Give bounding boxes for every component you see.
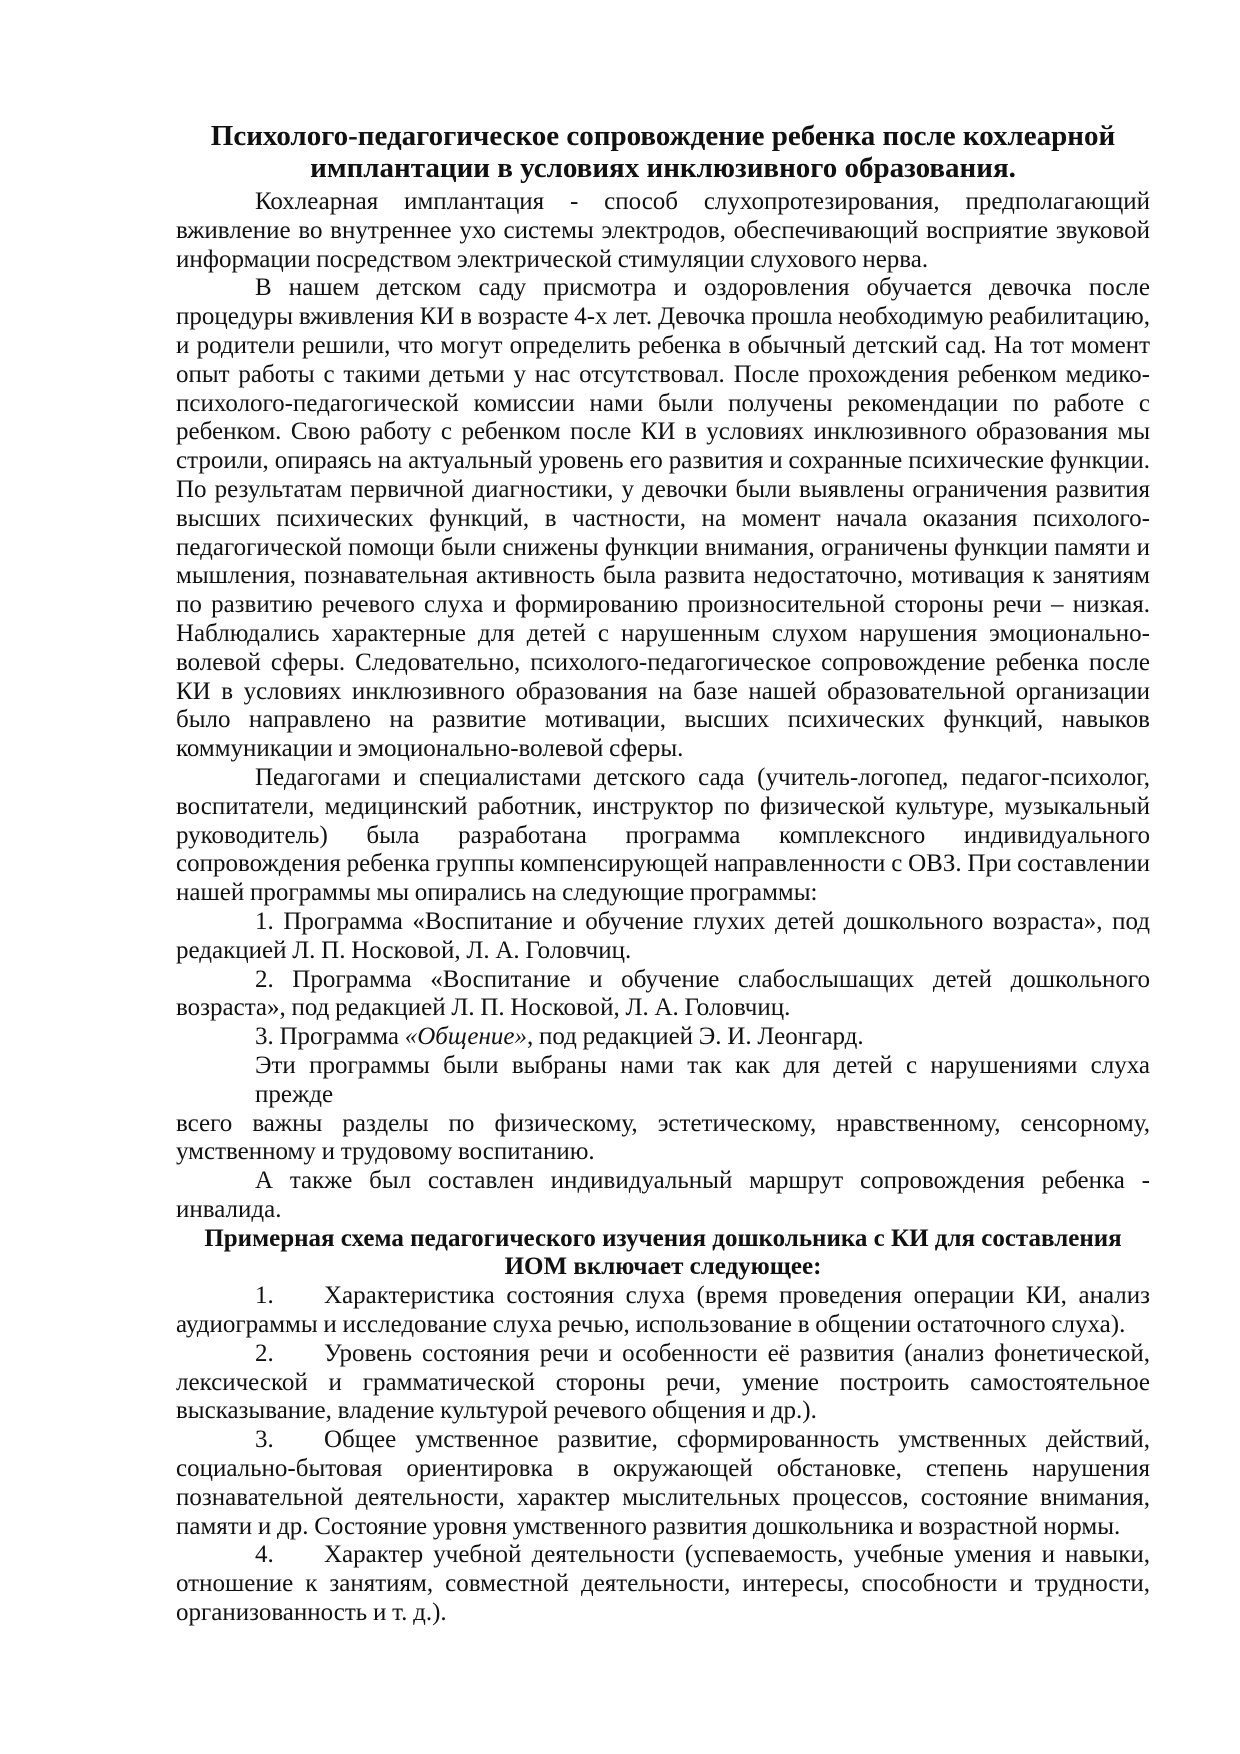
paragraph [176, 764, 1150, 908]
text-line: Кохлеарная имплантация - способ слухопротезирования, предполагающий [255, 188, 1150, 215]
text-line: всего важны разделы по физическому, эстетическому, нравственному, сенсорному, [176, 1109, 1150, 1137]
heading-line: ИОМ включает следующее: [504, 1253, 822, 1281]
item-text: Уровень состояния речи и особенности её развития (анализ фонетической, [324, 1339, 1150, 1367]
text-line: памяти и др. Состояние уровня умственного развития дошкольника и возрастной нормы. [176, 1512, 1121, 1540]
text-line: 1. Программа «Воспитание и обучение глухих детей дошкольного возраста», под [255, 907, 1150, 935]
text-line: воспитатели, медицинский работник, инструктор по физической культуре, музыкальный [176, 792, 1150, 820]
item-number: 3. [255, 1426, 274, 1454]
text-line: редакцией Л. П. Носковой, Л. А. Головчиц. [176, 936, 632, 964]
text-line: По результатам первичной диагностики, у девочки были выявлены ограничения развития [176, 475, 1150, 503]
document-body [176, 188, 1150, 1628]
text-segment: 3. Программа [255, 1023, 405, 1051]
text-line: аудиограммы и исследование слуха речью, использование в общении остаточного слуха). [176, 1311, 1126, 1339]
text-line: инвалида. [176, 1195, 282, 1223]
paragraph [176, 908, 1150, 966]
item-first-line [176, 1340, 1150, 1369]
text-line: ребенком. Свою работу с ребенком после КИ в условиях инклюзивного образования мы [176, 418, 1150, 446]
document-title [176, 121, 1150, 184]
text-line: процедуры вживления КИ в возрасте 4-х лет. Девочка прошла необходимую реабилитацию, [176, 303, 1150, 331]
paragraph [176, 274, 1150, 764]
title-line: Психолого-педагогическое сопровождение ребенка после кохлеарной [210, 120, 1116, 152]
text-line: руководитель) была разработана программа комплексного индивидуального [176, 821, 1150, 849]
paragraph [176, 1167, 1150, 1225]
text-line: возраста», под редакцией Л. П. Носковой, Л. А. Головчиц. [176, 994, 791, 1022]
text-line: В нашем детском саду присмотра и оздоровления обучается девочка после [255, 274, 1150, 302]
text-line: педагогической помощи были снижены функции внимания, ограничены функции памяти и [176, 533, 1150, 561]
item-number: 2. [255, 1339, 274, 1367]
text-line: КИ в условиях инклюзивного образования на базе нашей образовательной организации [176, 677, 1150, 705]
text-segment: , под редакцией Э. И. Леонгард. [526, 1023, 864, 1051]
numbered-item [176, 1340, 1150, 1426]
text-line: и родители решили, что могут определить ребенка в обычный детский сад. На тот момент [176, 331, 1150, 359]
italic-title: «Общение» [404, 1023, 527, 1051]
numbered-item [176, 1426, 1150, 1541]
text-line: мышления, познавательная активность была развита недостаточно, мотивация к занятиям [176, 562, 1150, 590]
text-line: нашей программы мы опирались на следующие программы: [176, 879, 818, 907]
item-first-line [176, 1541, 1150, 1570]
text-line: познавательной деятельности, характер мыслительных процессов, состояние внимания, [176, 1483, 1150, 1511]
text-line: было направлено на развитие мотивации, высших психических функций, навыков [176, 706, 1150, 734]
text-line: строили, опираясь на актуальный уровень его развития и сохранные психические функции. [176, 447, 1150, 475]
text-line: информации посредством электрической стимуляции слухового нерва. [176, 245, 929, 273]
item-text: Характер учебной деятельности (успеваемость, учебные умения и навыки, [324, 1541, 1150, 1569]
paragraph [176, 966, 1150, 1024]
text-line: Педагогами и специалистами детского сада (учитель-логопед, педагог-психолог, [255, 763, 1150, 791]
text-line: психолого-педагогической комиссии нами были получены рекомендации по работе с [176, 389, 1150, 417]
text-line: сопровождения ребенка группы компенсирующей направленности с ОВЗ. При составлении [176, 850, 1150, 878]
item-text: Характеристика состояния слуха (время проведения операции КИ, анализ [324, 1282, 1150, 1310]
text-line: лексической и грамматической стороны речи, умение построить самостоятельное [176, 1368, 1150, 1396]
item-text: Общее умственное развитие, сформированность умственных действий, [324, 1426, 1150, 1454]
text-line: коммуникации и эмоционально-волевой сферы. [176, 735, 684, 763]
text-line: волевой сферы. Следовательно, психолого-педагогическое сопровождение ребенка после [176, 648, 1150, 676]
text-line: высших психических функций, в частности, на момент начала оказания психолого- [176, 504, 1150, 532]
section-heading [176, 1225, 1150, 1283]
text-line: умственному и трудовому воспитанию. [176, 1138, 595, 1166]
heading-line: Примерная схема педагогического изучения дошкольника с КИ для составления [204, 1224, 1122, 1252]
paragraph [176, 188, 1150, 274]
item-number: 1. [255, 1282, 274, 1310]
text-line: Эти программы были выбраны нами так как для детей с нарушениями слуха прежде [255, 1051, 1150, 1108]
text-line: высказывание, владение культурой речевого общения и др.). [176, 1397, 817, 1425]
text-line: Наблюдались характерные для детей с нарушенным слухом нарушения эмоционально- [176, 619, 1150, 647]
item-number: 4. [255, 1541, 274, 1569]
paragraph [176, 1052, 1150, 1167]
text-line: отношение к занятиям, совместной деятельности, интересы, способности и трудности, [176, 1570, 1150, 1598]
text-line: А также был составлен индивидуальный маршрут сопровождения ребенка - [255, 1167, 1150, 1195]
text-line: 2. Программа «Воспитание и обучение слабослышащих детей дошкольного [255, 965, 1150, 993]
title-line: имплантации в условиях инклюзивного образования. [310, 151, 1016, 184]
text-line: организованность и т. д.). [176, 1599, 447, 1627]
text-line: социально-бытовая ориентировка в окружающей обстановке, степень нарушения [176, 1455, 1150, 1483]
text-line: по развитию речевого слуха и формированию произносительной стороны речи – низкая. [176, 591, 1150, 619]
numbered-item [176, 1282, 1150, 1340]
paragraph [176, 1023, 1150, 1052]
item-first-line [176, 1426, 1150, 1455]
numbered-item [176, 1541, 1150, 1627]
document-page [176, 121, 1150, 1628]
text-line [176, 1023, 1150, 1052]
text-line: опыт работы с такими детьми у нас отсутствовал. После прохождения ребенком медико- [176, 360, 1150, 388]
item-first-line [176, 1282, 1150, 1311]
text-line: вживление во внутреннее ухо системы электродов, обеспечивающий восприятие звуковой [176, 216, 1150, 244]
